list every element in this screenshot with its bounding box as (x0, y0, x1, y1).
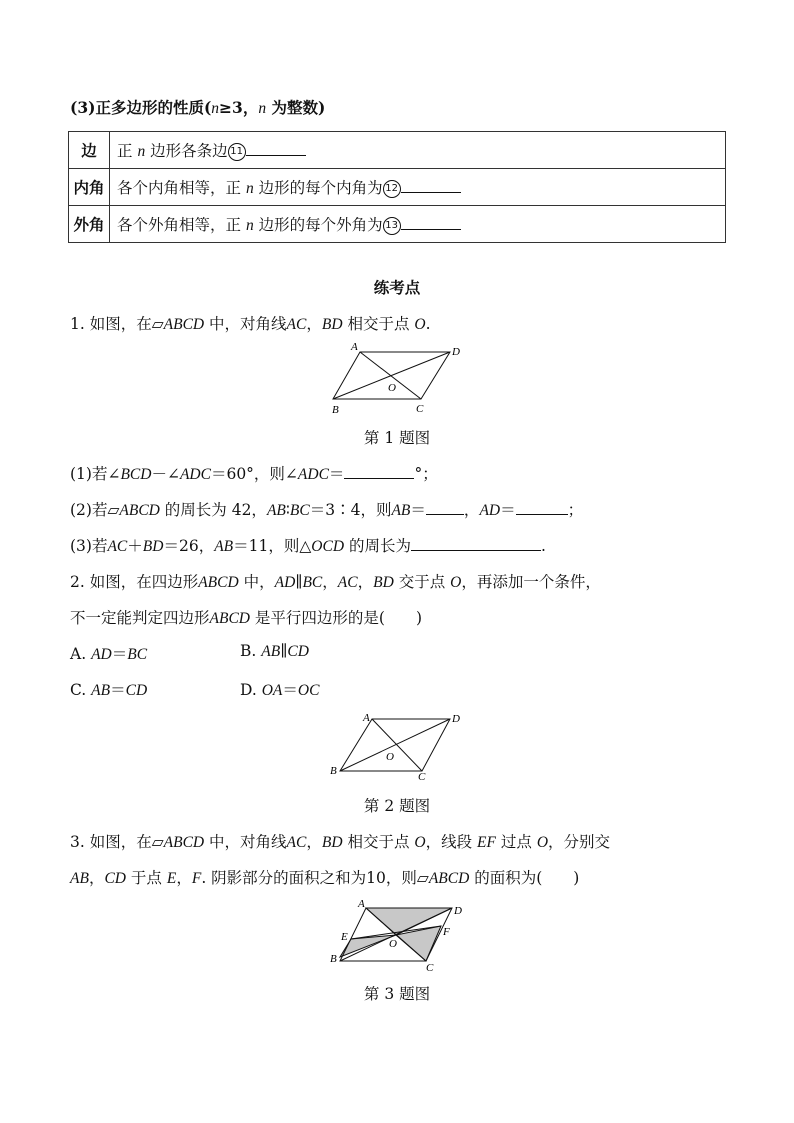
circled-number-mark: 13 (383, 217, 401, 235)
label-a: A (358, 898, 365, 910)
option-label: C. (70, 681, 92, 699)
q1p3-text: 的周长为 (344, 537, 411, 555)
row-head-interior: 内角 (69, 169, 110, 206)
label-e: E (341, 931, 348, 943)
option-label: B. (240, 642, 262, 660)
q1p3-var: OCD (311, 538, 345, 555)
q3-text: ， (306, 833, 322, 851)
option-var: AB (261, 643, 281, 660)
label-f: F (443, 926, 450, 938)
q1-stem (70, 312, 431, 334)
q1p3-text: ＝11，则△ (233, 537, 312, 555)
q2-option-c[interactable] (70, 678, 147, 700)
label-a: A (363, 712, 370, 724)
q3-var: AC (286, 834, 307, 851)
q2-var: BC (302, 574, 323, 591)
option-var: OC (297, 682, 320, 699)
option-var: OA (261, 682, 283, 699)
diagonal-ac (372, 719, 422, 771)
q1p2-text: ∶ (285, 501, 290, 519)
q2-var: AD (274, 574, 296, 591)
q3-figure (320, 895, 470, 975)
q3-text: 相交于点 (342, 833, 415, 851)
label-b: B (332, 404, 339, 416)
q3-var: O (414, 834, 426, 851)
q1p2-text: ； (567, 501, 584, 519)
option-var: CD (125, 682, 148, 699)
q1-var: ABCD (163, 316, 205, 333)
row-body-side (110, 132, 726, 169)
answer-blank[interactable] (401, 177, 461, 193)
q3-caption: 第 3 题图 (363, 985, 431, 1003)
q2-var: ABCD (198, 574, 239, 591)
q3-text: 中，对角线 (204, 833, 287, 851)
q2-text: 是平行四边形的是( ) (249, 609, 423, 627)
q2-line1 (70, 570, 601, 592)
q2-var: O (450, 574, 462, 591)
label-o: O (388, 382, 396, 394)
q1p1-text: (1)若∠ (70, 465, 121, 483)
q1-var: O (414, 316, 426, 333)
q1-part1 (70, 462, 438, 484)
q3-var: ABCD (163, 834, 205, 851)
q1p3-var: AC (107, 538, 128, 555)
section-heading (70, 96, 325, 118)
option-op: ＝ (110, 681, 126, 699)
q1p1-var: ADC (297, 466, 329, 483)
q1p2-var: AB (391, 502, 411, 519)
q1p3-text: ＋ (127, 537, 143, 555)
q1p1-var: ADC (179, 466, 211, 483)
q3-var: E (166, 870, 177, 887)
row-n: n (245, 217, 254, 234)
option-var: CD (287, 643, 309, 660)
q3-var: AB (70, 870, 89, 887)
q1p3-text: ＝26， (163, 537, 215, 555)
q3-text: ， (176, 869, 192, 887)
label-o: O (386, 751, 394, 763)
circled-number-mark: 12 (383, 180, 401, 198)
q2-caption: 第 2 题图 (363, 797, 431, 815)
q2-text: 不一定能判定四边形 (70, 609, 210, 627)
q2-line2 (70, 606, 422, 628)
q3-text: ，分别交 (548, 833, 611, 851)
q1p1-var: BCD (120, 466, 152, 483)
q3-text: ， (88, 869, 105, 887)
q1p2-text: ， (463, 501, 480, 519)
q3-var: BD (321, 834, 343, 851)
q1p3-var: BD (142, 538, 164, 555)
heading-mid: ≥3， (219, 98, 259, 117)
q1p2-var: AD (479, 502, 501, 519)
q1-text: 相交于点 (342, 315, 415, 333)
q1p3-var: AB (214, 538, 234, 555)
q3-var: ABCD (428, 870, 470, 887)
row-text: 边形的每个外角为 (253, 216, 383, 234)
q2-text: ∥ (295, 573, 303, 591)
q3-text: . 阴影部分的面积之和为10，则▱ (201, 869, 429, 887)
option-label: D. (240, 681, 262, 699)
q1-text: 1. 如图，在▱ (70, 315, 164, 333)
row-text: 各个外角相等，正 (117, 216, 246, 234)
label-c: C (418, 771, 426, 783)
heading-n: n (211, 100, 220, 117)
q1p2-var: AB (266, 502, 286, 519)
q1p2-text: ＝3∶4，则 (309, 501, 392, 519)
q2-text: ， (357, 573, 374, 591)
answer-blank[interactable] (344, 463, 414, 479)
q1-text: . (425, 315, 431, 333)
q2-figure (320, 707, 470, 787)
circled-number-mark: 11 (228, 143, 246, 161)
heading-suffix: 为整数) (266, 98, 326, 117)
label-d: D (452, 713, 460, 725)
regular-polygon-table (68, 131, 726, 243)
q3-line2 (70, 866, 579, 888)
heading-n2: n (258, 100, 267, 117)
q2-text: 中， (238, 573, 275, 591)
answer-blank[interactable] (246, 140, 306, 156)
answer-blank[interactable] (426, 499, 464, 515)
label-c: C (416, 403, 424, 415)
row-text: 边形的每个内角为 (253, 179, 383, 197)
option-var: AB (91, 682, 111, 699)
q3-text: 的面积为( ) (469, 869, 580, 887)
q2-var: AC (337, 574, 358, 591)
row-head-exterior: 外角 (69, 206, 110, 243)
q1-part2 (70, 498, 583, 520)
q2-text: 交于点 (393, 573, 451, 591)
q3-line1 (70, 830, 610, 852)
option-var: BC (127, 646, 148, 663)
q1p1-text: °； (414, 465, 438, 483)
row-text: 正 (117, 142, 138, 160)
q1-text: ， (306, 315, 322, 333)
q1p1-text: ＝ (328, 465, 345, 483)
q2-option-d[interactable] (240, 678, 319, 700)
q2-text: ，再添加一个条件， (461, 573, 601, 591)
q2-var: BD (373, 574, 394, 591)
q3-text: ，线段 (425, 833, 478, 851)
option-label: A. (70, 645, 92, 663)
q3-var: O (536, 834, 549, 851)
q2-text: 2. 如图，在四边形 (70, 573, 199, 591)
q3-text: 于点 (126, 869, 167, 887)
row-body-exterior (110, 206, 726, 243)
answer-blank[interactable] (411, 535, 541, 551)
label-d: D (452, 346, 460, 358)
label-o: O (389, 938, 397, 950)
option-op: ∥ (280, 642, 288, 660)
label-a: A (351, 341, 358, 353)
q1p2-text: ＝ (500, 501, 516, 519)
q2-option-b[interactable] (240, 642, 309, 661)
q1p2-text: 的周长为 42， (159, 501, 267, 519)
label-b: B (330, 953, 337, 965)
row-text: 边形各条边 (145, 142, 228, 160)
q1p2-text: (2)若▱ (70, 501, 120, 519)
heading-prefix: (3)正多边形的性质( (70, 98, 212, 117)
q1-var: AC (286, 316, 307, 333)
table-row (69, 169, 726, 206)
q1p2-var: ABCD (119, 502, 160, 519)
option-var: AD (91, 646, 112, 663)
row-body-interior (110, 169, 726, 206)
q1p2-var: BC (289, 502, 310, 519)
label-d: D (454, 905, 462, 917)
label-c: C (426, 962, 434, 974)
q1-var: BD (321, 316, 343, 333)
q1p3-text: (3)若 (70, 537, 108, 555)
q3-var: F (191, 870, 202, 887)
q3-text: 过点 (495, 833, 537, 851)
q3-var: EF (477, 834, 496, 851)
q1-text: 中，对角线 (204, 315, 287, 333)
label-b: B (330, 765, 337, 777)
q1p1-text: －∠ (151, 465, 180, 483)
q1-figure (320, 338, 470, 418)
q1-caption: 第 1 题图 (363, 429, 431, 447)
row-text: 各个内角相等，正 (117, 179, 246, 197)
q2-var: ABCD (209, 610, 250, 627)
q1p1-text: ＝60°，则∠ (210, 465, 298, 483)
option-op: ＝ (111, 645, 128, 663)
q3-var: CD (104, 870, 126, 887)
q2-text: ， (322, 573, 338, 591)
q3-text: 3. 如图，在▱ (70, 833, 164, 851)
practice-title: 练考点 (373, 278, 421, 297)
q1-part3 (70, 534, 546, 556)
q2-option-a[interactable] (70, 642, 147, 664)
row-head-side: 边 (69, 132, 110, 169)
q1p3-text: . (540, 537, 546, 555)
q1p2-text: ＝ (410, 501, 426, 519)
option-op: ＝ (282, 681, 298, 699)
row-n: n (245, 180, 254, 197)
row-n: n (137, 143, 146, 160)
answer-blank[interactable] (516, 499, 568, 515)
table-row (69, 206, 726, 243)
answer-blank[interactable] (401, 214, 461, 230)
table-row (69, 132, 726, 169)
